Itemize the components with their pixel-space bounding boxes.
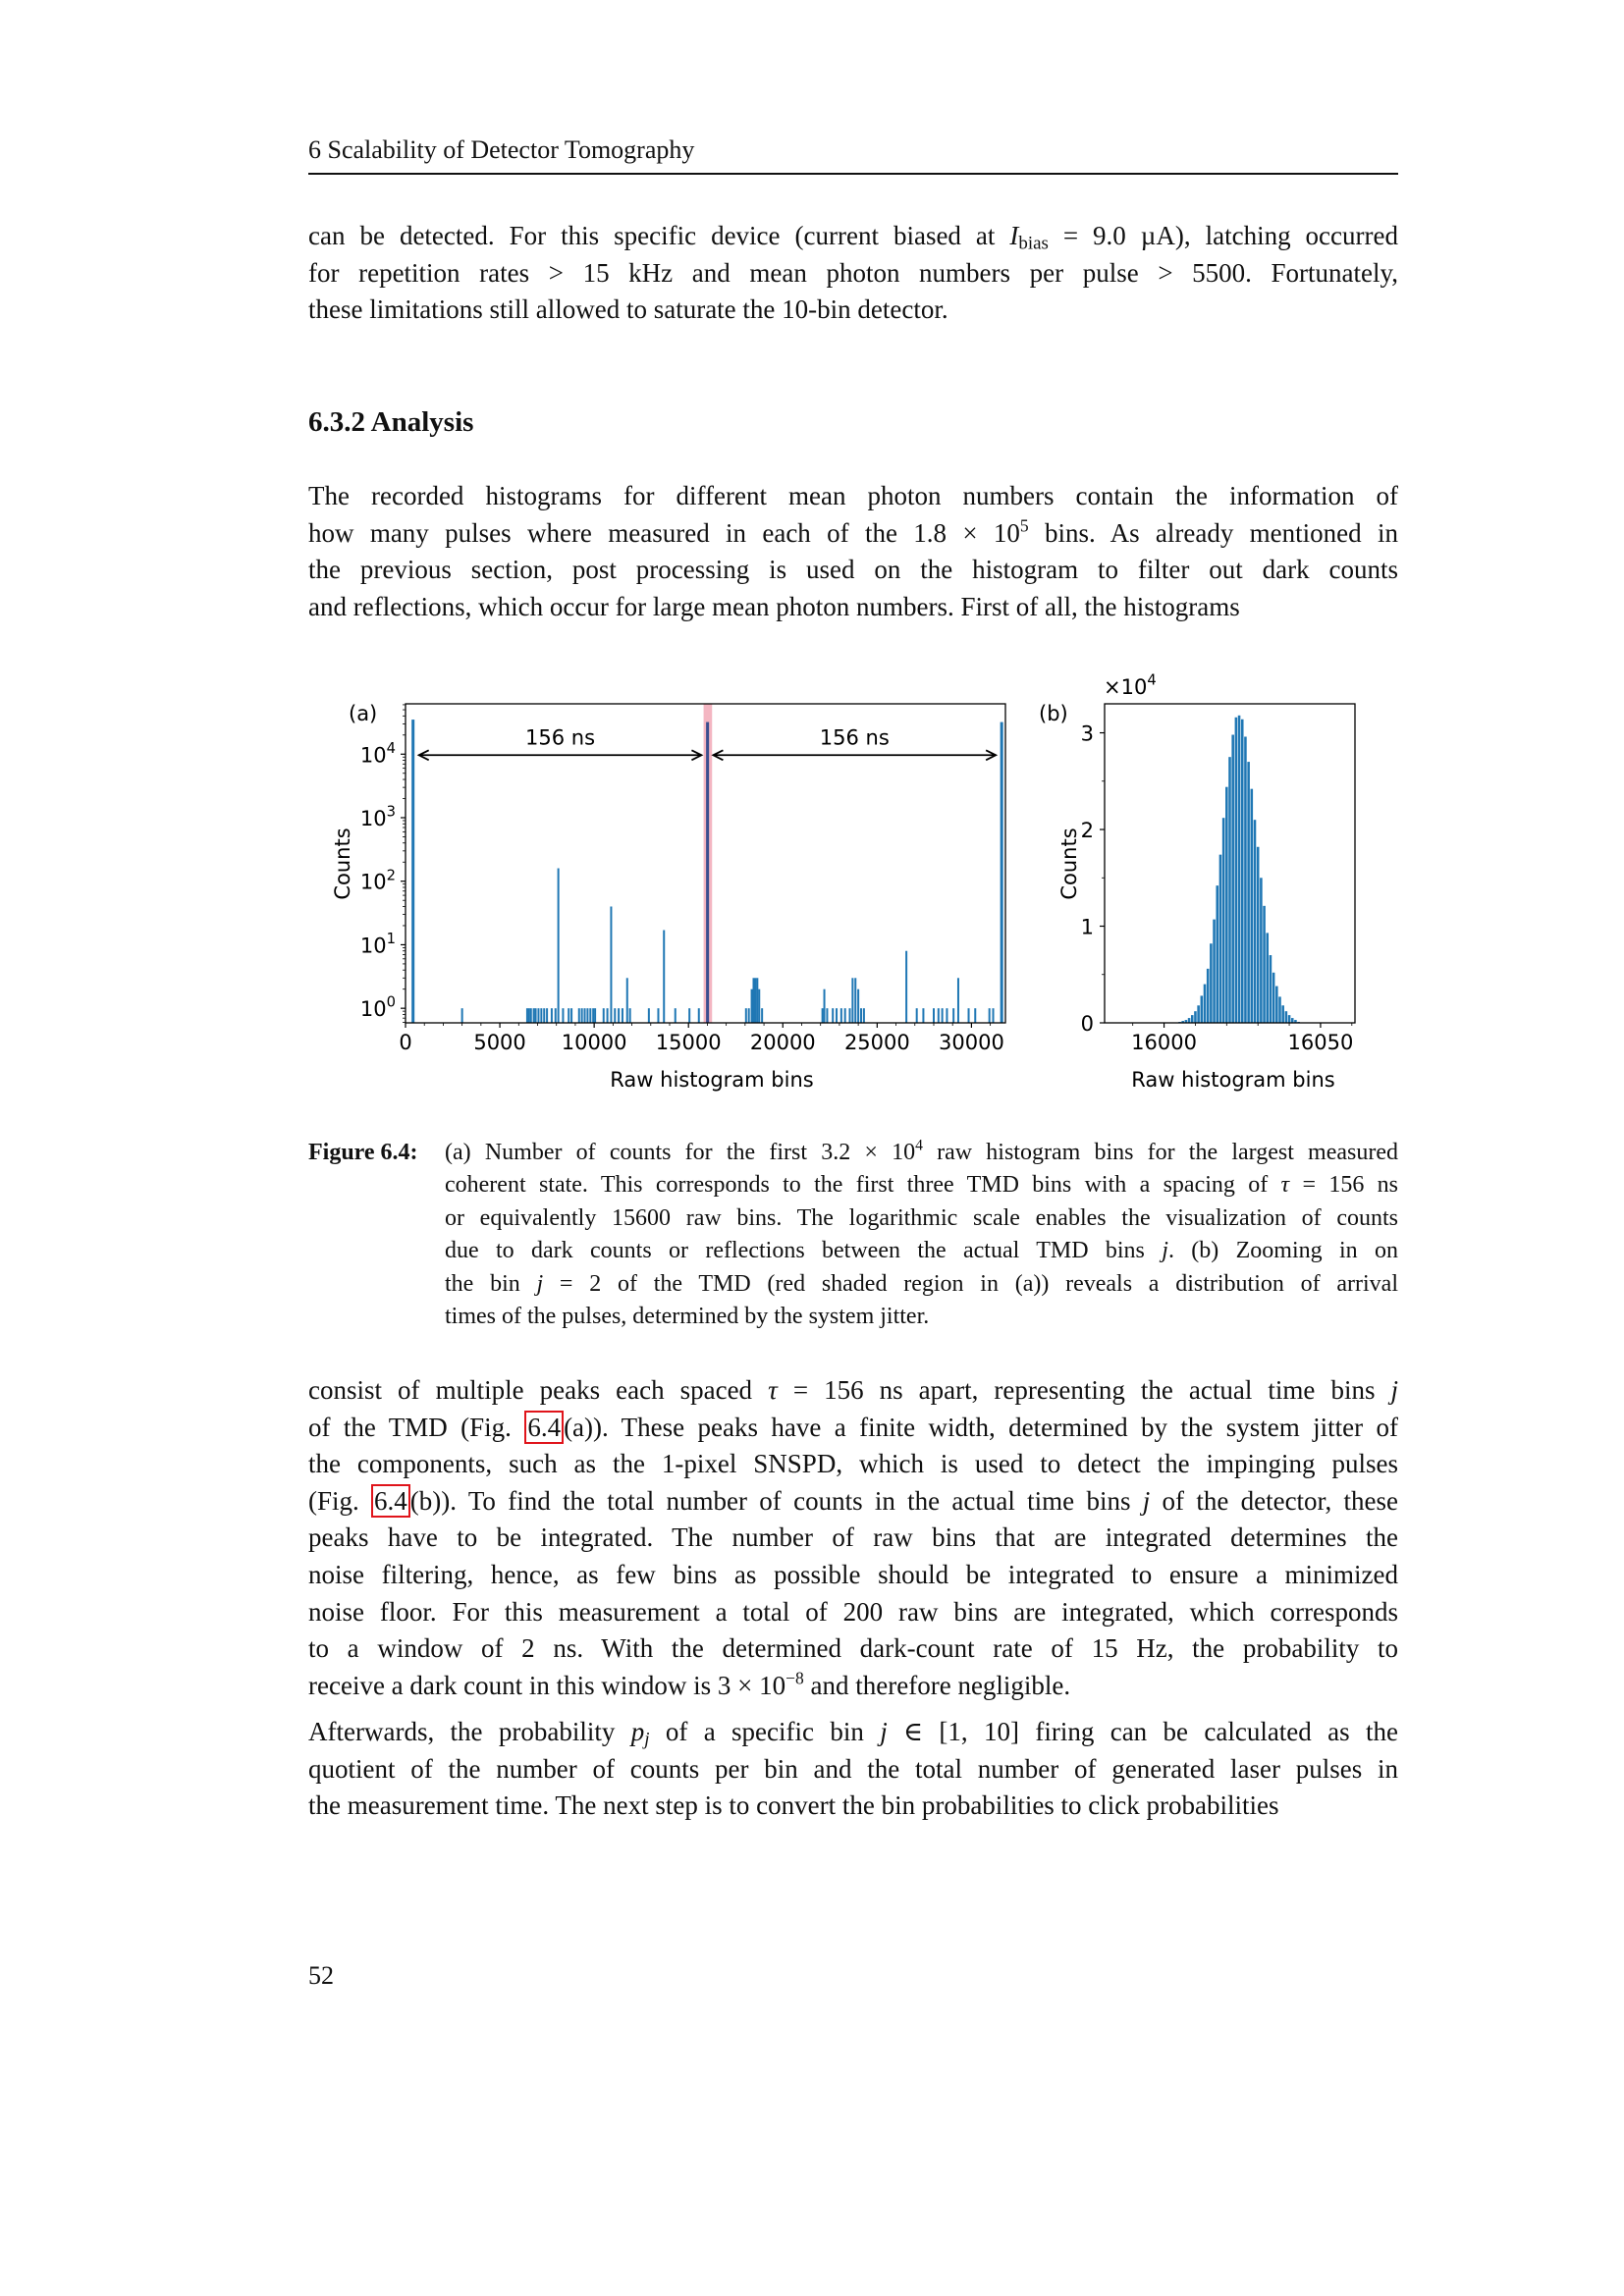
histogram-bar [1191, 1015, 1194, 1023]
histogram-bar [851, 978, 853, 1023]
histogram-bar [1257, 847, 1260, 1023]
histogram-bar [1260, 878, 1263, 1023]
histogram-bar [832, 1008, 834, 1023]
histogram-bar [528, 1008, 530, 1023]
histogram-bar [857, 989, 859, 1023]
histogram-bar [1235, 718, 1238, 1023]
histogram-bar [1194, 1011, 1197, 1023]
histogram-bar [526, 1008, 528, 1023]
histogram-bar [942, 1008, 944, 1023]
histogram-bar [754, 978, 756, 1023]
histogram-bar [578, 1008, 580, 1023]
histogram-bar [1197, 1005, 1200, 1023]
caption-text [445, 1137, 1398, 1333]
figure-reference-link[interactable]: 6.4 [371, 1484, 410, 1518]
histogram-bar [848, 1008, 850, 1023]
y-tick-label: $10^2$ [359, 867, 396, 894]
histogram-bar [1254, 820, 1257, 1023]
histogram-bar [1285, 1011, 1288, 1023]
x-tick-label: 16050 [1287, 1031, 1354, 1054]
histogram-bar [586, 1008, 588, 1023]
running-header: 6 Scalability of Detector Tomography [308, 135, 695, 164]
text-line: noise floor. For this measurement a total of 200 raw bins are integrated, which corresponds [308, 1596, 1398, 1627]
figure-6-4 [0, 0, 1624, 1119]
histogram-bar [543, 1008, 545, 1023]
text-line: coherent state. This corresponds to the first three TMD bins with a spacing of τ = 156 ns [445, 1172, 1398, 1199]
text-line: consist of multiple peaks each spaced τ = 156 ns apart, representing the actual time bins j [308, 1375, 1399, 1405]
histogram-bar [607, 1008, 609, 1023]
text-line: for repetition rates > 15 kHz and mean photon numbers per pulse > 5500. Fortunately, [308, 257, 1398, 288]
histogram-bar [758, 989, 760, 1023]
histogram-bar [826, 1008, 828, 1023]
histogram-bar [863, 1008, 865, 1023]
histogram-bar [1263, 906, 1266, 1023]
histogram-bar [1275, 987, 1278, 1023]
x-tick-label: 16000 [1131, 1031, 1197, 1054]
histogram-bar [1207, 969, 1210, 1023]
histogram-bar [1225, 787, 1228, 1023]
page-number: 52 [308, 1961, 334, 1990]
histogram-bar [1231, 735, 1234, 1023]
histogram-bar [663, 931, 665, 1023]
histogram-bar [570, 1008, 572, 1023]
histogram-bar [1288, 1015, 1291, 1023]
text-line: how many pulses where measured in each of the $1.8 \times 10^5$ bins. As already mentioned in [308, 515, 1398, 548]
histogram-bar [603, 1008, 605, 1023]
caption-label: Figure 6.4: [308, 1140, 418, 1165]
histogram-bar [1219, 855, 1222, 1023]
histogram-bar [1222, 818, 1225, 1023]
histogram-bar [546, 1008, 548, 1023]
histogram-bar [592, 1008, 594, 1023]
text-line: noise filtering, hence, as few bins as possible should be integrated to ensure a minimized [308, 1559, 1398, 1589]
histogram-bar [854, 978, 856, 1023]
section-heading: 6.3.2 Analysis [308, 406, 474, 438]
histogram-bar [562, 1008, 564, 1023]
histogram-bar [1272, 973, 1275, 1023]
x-tick-label: 25000 [843, 1031, 910, 1054]
histogram-bar [946, 1008, 947, 1023]
histogram-bar [1201, 995, 1204, 1023]
histogram-bar [1291, 1018, 1294, 1023]
text-line: receive a dark count in this window is $3 \times 10^{-8}$ and therefore negligible. [308, 1668, 1071, 1700]
x-axis-label: Raw histogram bins [1131, 1068, 1335, 1092]
histogram-bar [1278, 996, 1281, 1023]
histogram-bar [622, 1008, 623, 1023]
histogram-bar [618, 1008, 620, 1023]
x-tick-label: 5000 [473, 1031, 526, 1054]
text-line: The recorded histograms for different mean photon numbers contain the information of [308, 481, 1398, 510]
x-tick-label: 0 [399, 1031, 412, 1054]
histogram-bar [952, 1008, 954, 1023]
histogram-bar [916, 1008, 918, 1023]
panel-a-histogram-log [331, 702, 1005, 1092]
histogram-bar [1213, 920, 1216, 1023]
histogram-bar [1001, 722, 1003, 1023]
y-tick-label: 0 [1080, 1012, 1094, 1036]
histogram-bar [581, 1008, 583, 1023]
histogram-bar [584, 1008, 586, 1023]
histogram-bar [844, 1008, 846, 1023]
x-tick-label: 10000 [561, 1031, 627, 1054]
y-tick-label: 3 [1080, 721, 1094, 746]
text-line: to a window of 2 ns. With the determined dark-count rate of 15 Hz, the probability to [308, 1633, 1398, 1664]
y-axis-label: Counts [1057, 828, 1081, 900]
histogram-bar [1238, 716, 1241, 1023]
y-tick-label: $10^0$ [359, 993, 396, 1022]
text-line: these limitations still allowed to saturate the 10-bin detector. [308, 294, 948, 325]
y-tick-label: $10^1$ [359, 930, 396, 958]
histogram-bar [957, 978, 959, 1023]
panel-label: (a) [349, 702, 378, 725]
histogram-bar [745, 1008, 747, 1023]
histogram-bar [610, 906, 612, 1023]
histogram-bar [1210, 943, 1213, 1023]
histogram-bar [822, 1008, 824, 1023]
text-line: the previous section, post processing is used on the histogram to filter out dark counts [308, 555, 1398, 585]
histogram-bar [551, 1008, 553, 1023]
histogram-bar [761, 1008, 763, 1023]
histogram-bar [836, 1008, 838, 1023]
text-line: the measurement time. The next step is to convert the bin probabilities to click probabilities [308, 1790, 1279, 1821]
text-line: quotient of the number of counts per bin and the total number of generated laser pulses in [308, 1753, 1398, 1784]
text-line: of the TMD (Fig. 6.4 (a)). These peaks have a finite width, determined by the system jitter of [308, 1412, 1398, 1442]
histogram-bar [1266, 933, 1269, 1023]
histogram-bar [1188, 1018, 1191, 1023]
histogram-bar [1251, 789, 1254, 1023]
panel-label: (b) [1039, 702, 1068, 725]
histogram-bar [1204, 985, 1207, 1023]
histogram-bar [989, 1008, 991, 1023]
histogram-bar [824, 989, 826, 1023]
histogram-bar [555, 1008, 557, 1023]
paragraph-2 [308, 1372, 1398, 1704]
x-tick-label: 15000 [655, 1031, 722, 1054]
histogram-bar [748, 1008, 750, 1023]
panel-b-histogram-zoom [1039, 672, 1355, 1092]
histogram-bar [933, 1008, 935, 1023]
text-line: the components, such as the 1-pixel SNSPD, which is used to detect the impinging pulses [308, 1449, 1398, 1479]
histogram-bar [840, 1008, 842, 1023]
span-label: 156 ns [819, 725, 890, 750]
histogram-bar [558, 869, 560, 1023]
histogram-bar [1228, 757, 1231, 1023]
text-line: due to dark counts or reflections between the actual TMD bins j. (b) Zooming in on [445, 1238, 1398, 1264]
paragraph-3 [308, 1714, 1398, 1825]
histogram-bar [1270, 955, 1272, 1023]
histogram-bar [537, 1008, 539, 1023]
y-tick-label: 1 [1080, 915, 1094, 939]
text-line: (a) Number of counts for the first $3.2 \times 10^4$ raw histogram bins for the largest measured [445, 1137, 1399, 1165]
histogram-bar [688, 1008, 690, 1023]
histogram-bar [751, 989, 753, 1023]
text-line: the bin j = 2 of the TMD (red shaded region in (a)) reveals a distribution of arrival [445, 1270, 1398, 1297]
y-tick-label: $10^4$ [359, 739, 396, 768]
histogram-bar [698, 1008, 700, 1023]
histogram-bar [614, 1008, 616, 1023]
histogram-bar [752, 978, 754, 1023]
histogram-bar [905, 951, 907, 1023]
histogram-bar [1241, 720, 1244, 1023]
histogram-bar [594, 1008, 596, 1023]
histogram-bar [648, 1008, 650, 1023]
text-line: and reflections, which occur for large mean photon numbers. First of all, the histograms [308, 591, 1240, 621]
histogram-bar [938, 1008, 940, 1023]
histogram-bar [968, 1008, 970, 1023]
y-tick-label: $10^3$ [359, 803, 396, 831]
histogram-bar [568, 1008, 569, 1023]
histogram-bar [626, 978, 628, 1023]
histogram-bar [1244, 736, 1247, 1023]
histogram-bar [533, 1008, 535, 1023]
text-line: or equivalently 15600 raw bins. The logarithmic scale enables the visualization of counts [445, 1204, 1398, 1231]
histogram-bar [589, 1008, 591, 1023]
x-tick-label: 30000 [939, 1031, 1004, 1054]
y-multiplier-label: $\times 10^4$ [1104, 671, 1157, 699]
span-label: 156 ns [525, 725, 596, 750]
histogram-bar [657, 1008, 659, 1023]
histogram-bar [530, 1008, 532, 1023]
histogram-bar [1247, 762, 1250, 1023]
histogram-bar [675, 1008, 677, 1023]
histogram-bar [535, 1008, 537, 1023]
histogram-bar [860, 1008, 862, 1023]
x-axis-label: Raw histogram bins [610, 1068, 814, 1092]
histogram-bar [461, 1008, 463, 1023]
histogram-bar [1281, 1005, 1284, 1023]
text-line: times of the pulses, determined by the system jitter. [445, 1304, 930, 1330]
text-line: Afterwards, the probability $p_j$ of a specific bin j ∈ [1, 10] firing can be calculated as the [308, 1717, 1398, 1750]
histogram-bar [756, 978, 758, 1023]
histogram-bar [974, 1008, 976, 1023]
x-tick-label: 20000 [749, 1031, 816, 1054]
histogram-bar [411, 720, 414, 1023]
text-line: peaks have to be integrated. The number of raw bins that are integrated determines the [308, 1522, 1398, 1553]
histogram-bar [706, 722, 709, 1023]
figure-reference-link[interactable]: 6.4 [524, 1411, 564, 1444]
text-line: (Fig. 6.4 (b)). To find the total number of counts in the actual time bins j of the detector, these [308, 1485, 1398, 1516]
histogram-bar [1216, 885, 1218, 1023]
histogram-bar [629, 1008, 631, 1023]
text-line: can be detected. For this specific device (current biased at $I_{bias} = 9.0$ µA), latching occurred [308, 221, 1398, 254]
histogram-bar [540, 1008, 542, 1023]
y-tick-label: 2 [1080, 819, 1094, 843]
histogram-bar [922, 1008, 924, 1023]
y-axis-label: Counts [331, 828, 354, 900]
histogram-bar [993, 1008, 995, 1023]
